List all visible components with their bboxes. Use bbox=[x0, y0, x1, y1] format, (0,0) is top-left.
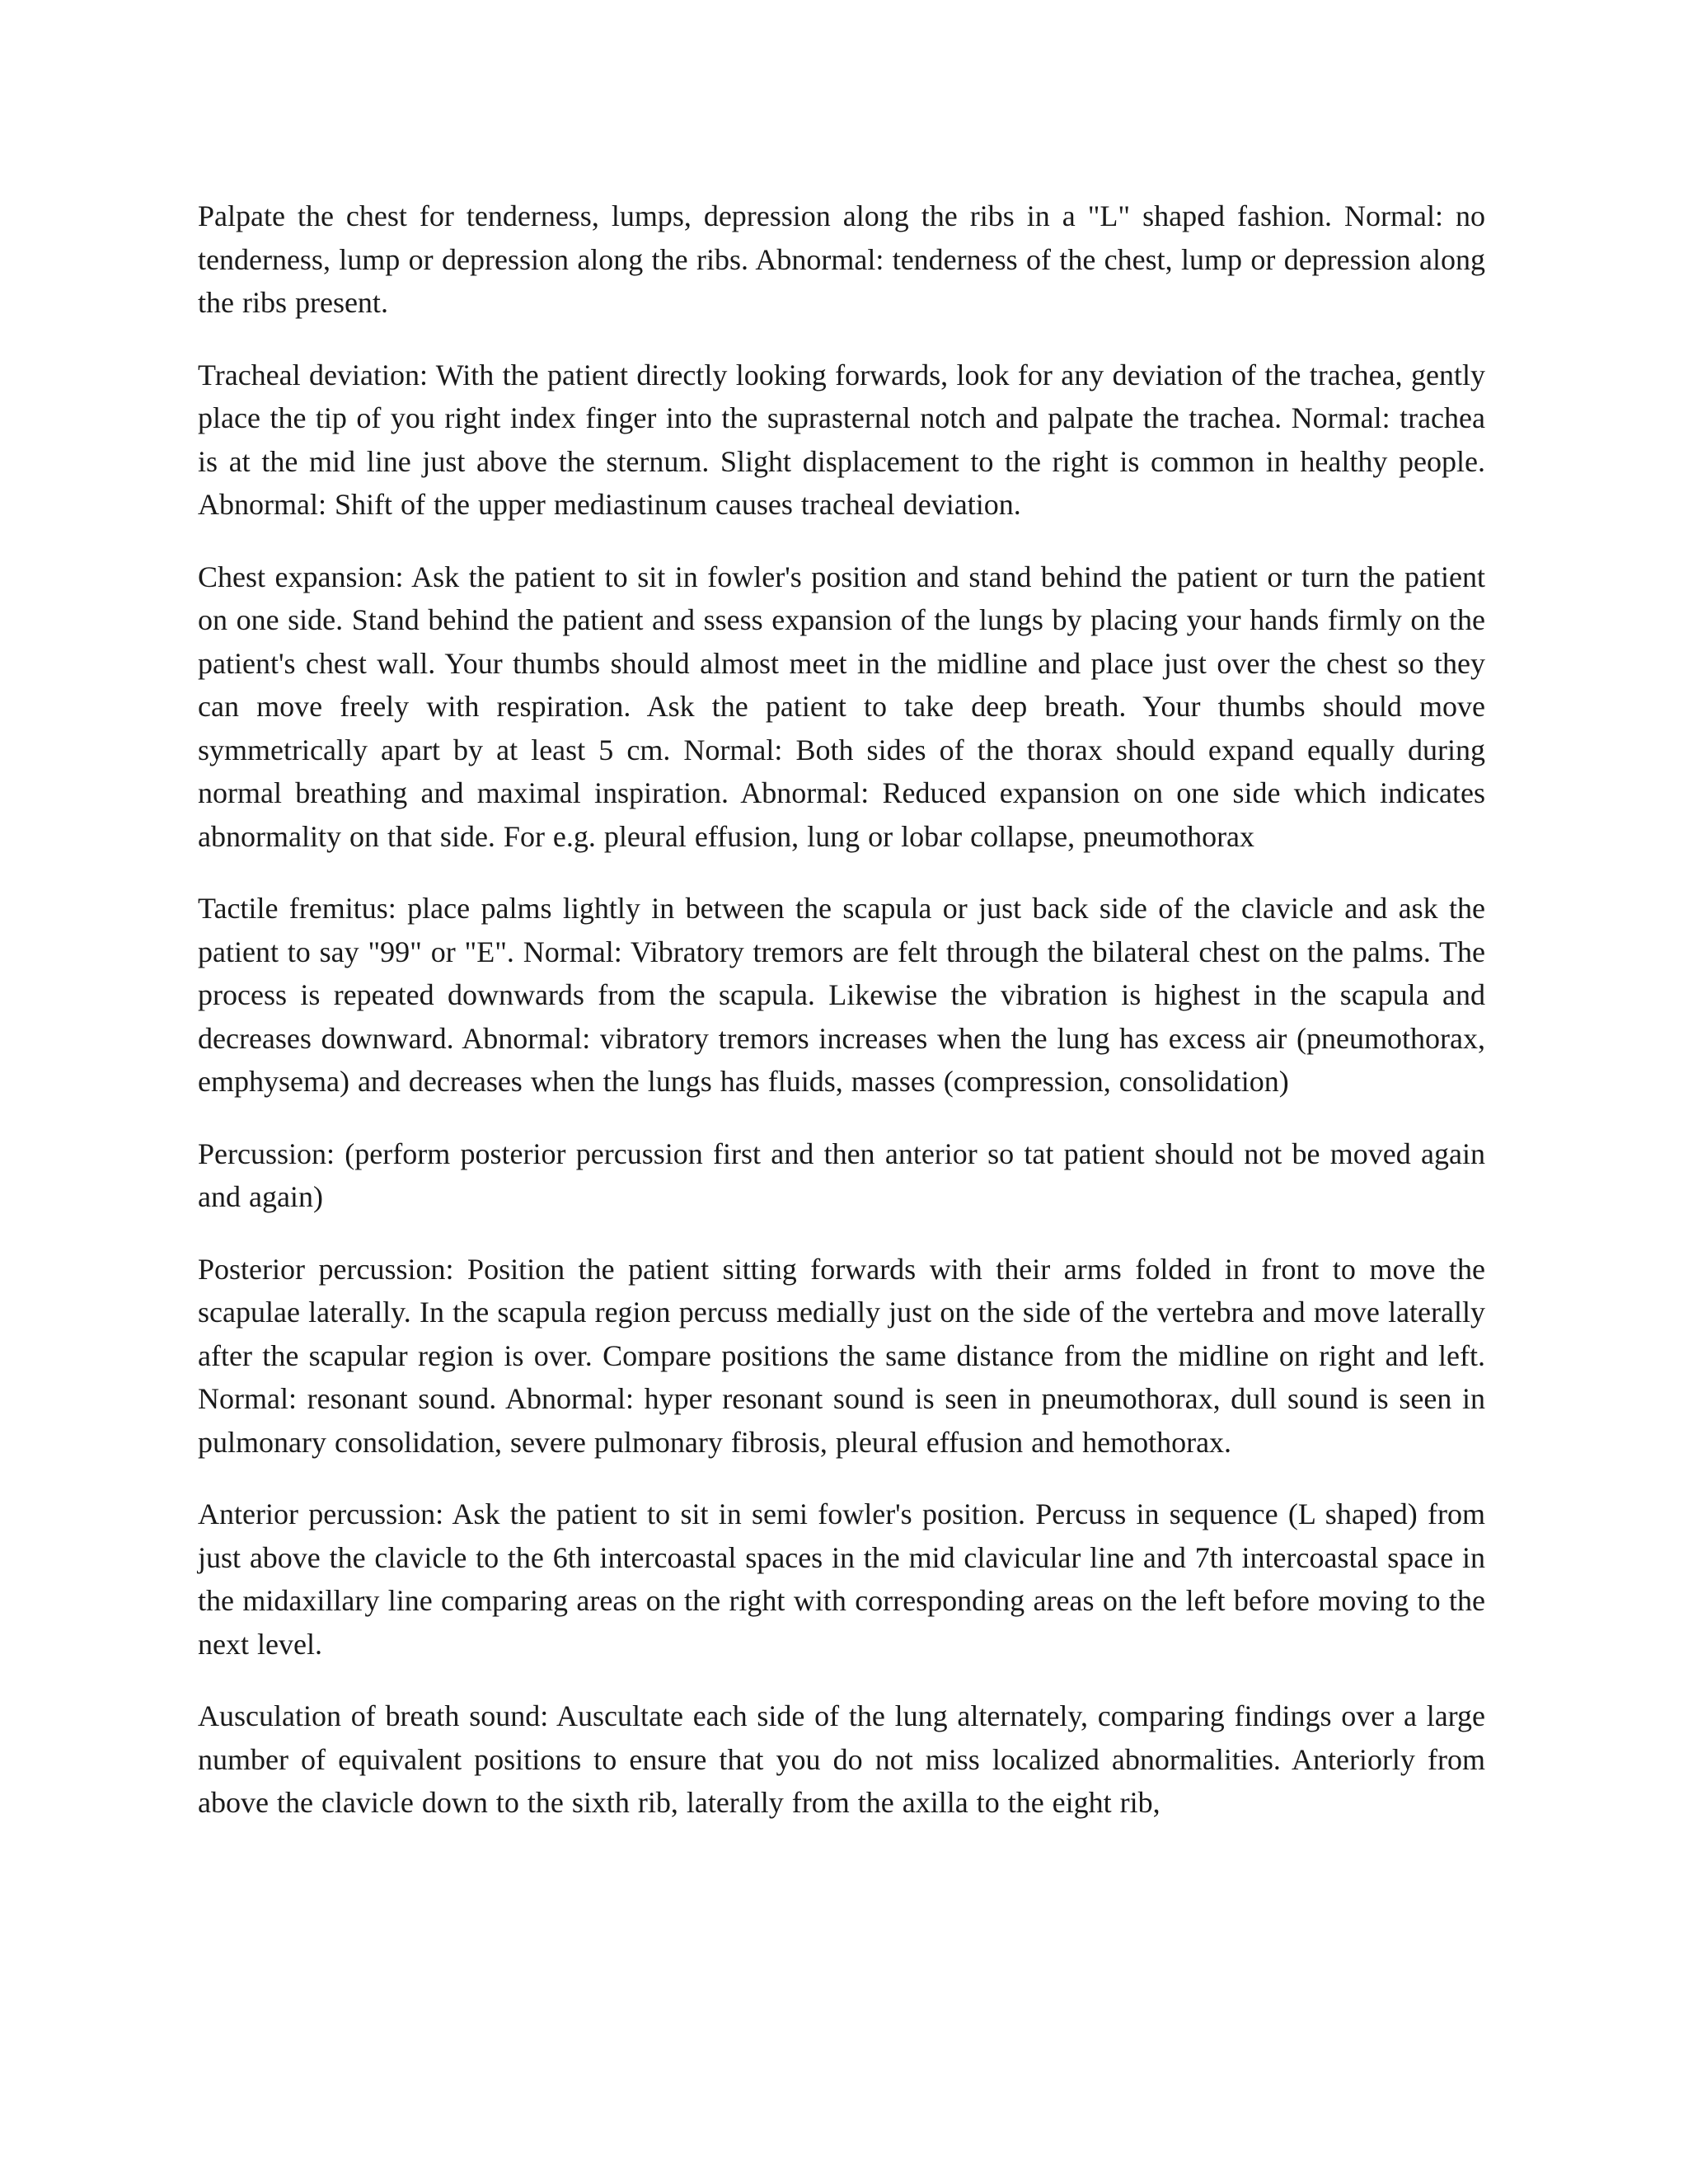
paragraph-palpation: Palpate the chest for tenderness, lumps, depression along the ribs in a "L" shaped fashion. Normal: no tenderness, lump or depression along the ribs. Abnormal: tenderness of the chest, lump or depression along the ribs present. bbox=[198, 199, 1485, 319]
paragraph-percussion: Percussion: (perform posterior percussion first and then anterior so tat patient should not be moved again and again) bbox=[198, 1137, 1485, 1213]
paragraph-chest-expansion: Chest expansion: Ask the patient to sit in fowler's position and stand behind the patient or turn the patient on one side. Stand behind the patient and ssess expansion of the lungs by placing your hands firmly on the patient's chest wall. Your thumbs should almost meet in the midline and place just over the chest so they can move freely with respiration. Ask the patient to take deep breath. Your thumbs should move symmetrically apart by at least 5 cm. Normal: Both sides of the thorax should expand equally during normal breathing and maximal inspiration. Abnormal: Reduced expansion on one side which indicates abnormality on that side. For e.g. pleural effusion, lung or lobar collapse, pneumothorax bbox=[198, 560, 1485, 853]
paragraph-posterior-percussion: Posterior percussion: Position the patient sitting forwards with their arms folded in front to move the scapulae laterally. In the scapula region percuss medially just on the side of the vertebra and move laterally after the scapular region is over. Compare positions the same distance from the midline on right and left. Normal: resonant sound. Abnormal: hyper resonant sound is seen in pneumothorax, dull sound is seen in pulmonary consolidation, severe pulmonary fibrosis, pleural effusion and hemothorax. bbox=[198, 1252, 1485, 1459]
paragraph-tracheal-deviation: Tracheal deviation: With the patient directly looking forwards, look for any deviation of the trachea, gently place the tip of you right index finger into the suprasternal notch and palpate the trachea. Normal: trachea is at the mid line just above the sternum. Slight displacement to the right is common in healthy people. Abnormal: Shift of the upper mediastinum causes tracheal deviation. bbox=[198, 358, 1485, 521]
paragraph-auscultation: Ausculation of breath sound: Auscultate each side of the lung alternately, comparing findings over a large number of equivalent positions to ensure that you do not miss localized abnormalities. Anteriorly from above the clavicle down to the sixth rib, laterally from the axilla to the eight rib, bbox=[198, 1699, 1485, 1819]
paragraph-anterior-percussion: Anterior percussion: Ask the patient to sit in semi fowler's position. Percuss in sequence (L shaped) from just above the clavicle to the 6th intercoastal spaces in the mid clavicular line and 7th intercoastal space in the midaxillary line comparing areas on the right with corresponding areas on the left before moving to the next level. bbox=[198, 1497, 1485, 1661]
document-body bbox=[198, 194, 1485, 1854]
paragraph-tactile-fremitus: Tactile fremitus: place palms lightly in between the scapula or just back side of the clavicle and ask the patient to say "99" or "E". Normal: Vibratory tremors are felt through the bilateral chest on the palms. The process is repeated downwards from the scapula. Likewise the vibration is highest in the scapula and decreases downward. Abnormal: vibratory tremors increases when the lung has excess air (pneumothorax, emphysema) and decreases when the lungs has fluids, masses (compression, consolidation) bbox=[198, 892, 1485, 1098]
